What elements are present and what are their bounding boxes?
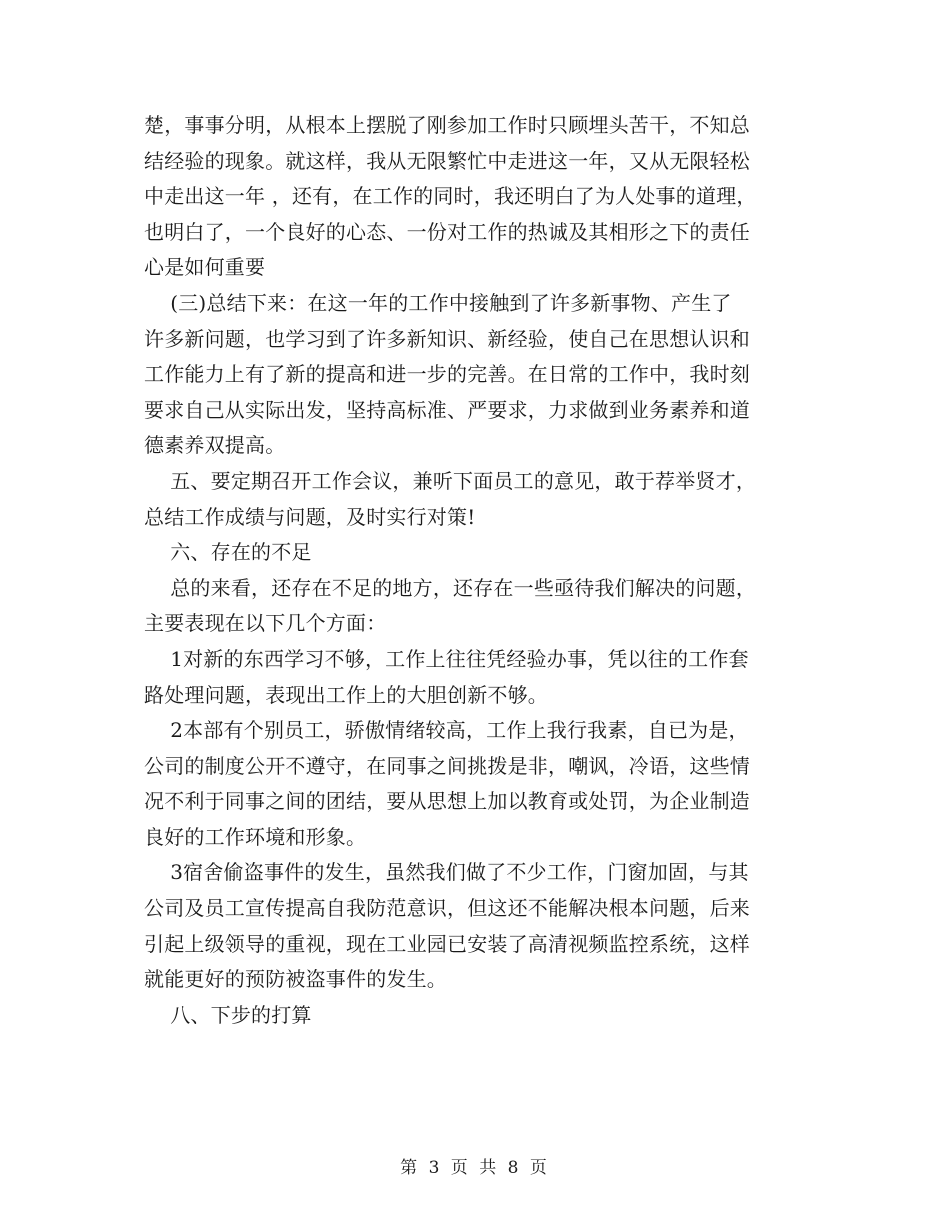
text-line: 2本部有个别员工，骄傲情绪较高，工作上我行我素，自已为是， bbox=[144, 718, 749, 743]
text-line: 公司及员工宣传提高自我防范意识，但这还不能解决根本问题，后来 bbox=[144, 896, 750, 921]
text-line: 许多新问题，也学习到了许多新知识、新经验，使自己在思想认识和 bbox=[144, 326, 750, 351]
text-line: 工作能力上有了新的提高和进一步的完善。在日常的工作中，我时刻 bbox=[144, 362, 750, 387]
text-line: 楚，事事分明，从根本上摆脱了刚参加工作时只顾埋头苦干，不知总 bbox=[144, 113, 750, 137]
paragraph-conclusion-tail bbox=[144, 108, 804, 286]
document-body bbox=[144, 108, 804, 1033]
section-heading-eight bbox=[144, 998, 804, 1034]
text-line: 1对新的东西学习不够，工作上往往凭经验办事，凭以往的工作套 bbox=[144, 646, 749, 671]
text-line: 总的来看，还存在不足的地方，还存在一些亟待我们解决的问题， bbox=[144, 575, 757, 600]
text-line: 五、要定期召开工作会议，兼听下面员工的意见，敢于荐举贤才， bbox=[144, 468, 757, 493]
text-line: 结经验的现象。就这样，我从无限繁忙中走进这一年，又从无限轻松 bbox=[144, 148, 750, 173]
page-number-footer: 第 3 页 共 8 页 bbox=[400, 1158, 550, 1178]
text-line: 总结工作成绩与问题，及时实行对策! bbox=[144, 504, 476, 529]
paragraph-section-five bbox=[144, 464, 804, 535]
paragraph-overview bbox=[144, 571, 804, 642]
text-line: 德素养双提高。 bbox=[144, 433, 286, 458]
text-line: 3宿舍偷盗事件的发生，虽然我们做了不少工作，门窗加固，与其 bbox=[144, 860, 749, 885]
paragraph-item-three bbox=[144, 855, 804, 997]
text-line: 就能更好的预防被盗事件的发生。 bbox=[144, 967, 447, 992]
paragraph-item-one bbox=[144, 642, 804, 713]
text-line: 六、存在的不足 bbox=[144, 540, 312, 565]
paragraph-summary-three bbox=[144, 286, 804, 464]
section-heading-six bbox=[144, 535, 804, 571]
text-line: (三)总结下来：在这一年的工作中接触到了许多新事物、产生了 bbox=[144, 290, 732, 315]
text-line: 也明白了，一个良好的心态、一份对工作的热诚及其相形之下的责任 bbox=[144, 219, 750, 244]
text-line: 中走出这一年 ，还有，在工作的同时，我还明白了为人处事的道理， bbox=[144, 184, 757, 209]
text-line: 况不利于同事之间的团结，要从思想上加以教育或处罚，为企业制造 bbox=[144, 789, 750, 814]
text-line: 公司的制度公开不遵守，在同事之间挑拨是非，嘲讽，冷语，这些情 bbox=[144, 753, 750, 778]
text-line: 心是如何重要 bbox=[144, 255, 266, 280]
text-line: 要求自己从实际出发，坚持高标准、严要求，力求做到业务素养和道 bbox=[144, 397, 750, 422]
text-line: 八、下步的打算 bbox=[144, 1002, 312, 1027]
paragraph-item-two bbox=[144, 713, 804, 855]
text-line: 良好的工作环境和形象。 bbox=[144, 824, 367, 849]
text-line: 路处理问题，表现出工作上的大胆创新不够。 bbox=[144, 682, 548, 707]
text-line: 引起上级领导的重视，现在工业园已安装了高清视频监控系统，这样 bbox=[144, 931, 750, 956]
text-line: 主要表现在以下几个方面： bbox=[144, 611, 387, 636]
